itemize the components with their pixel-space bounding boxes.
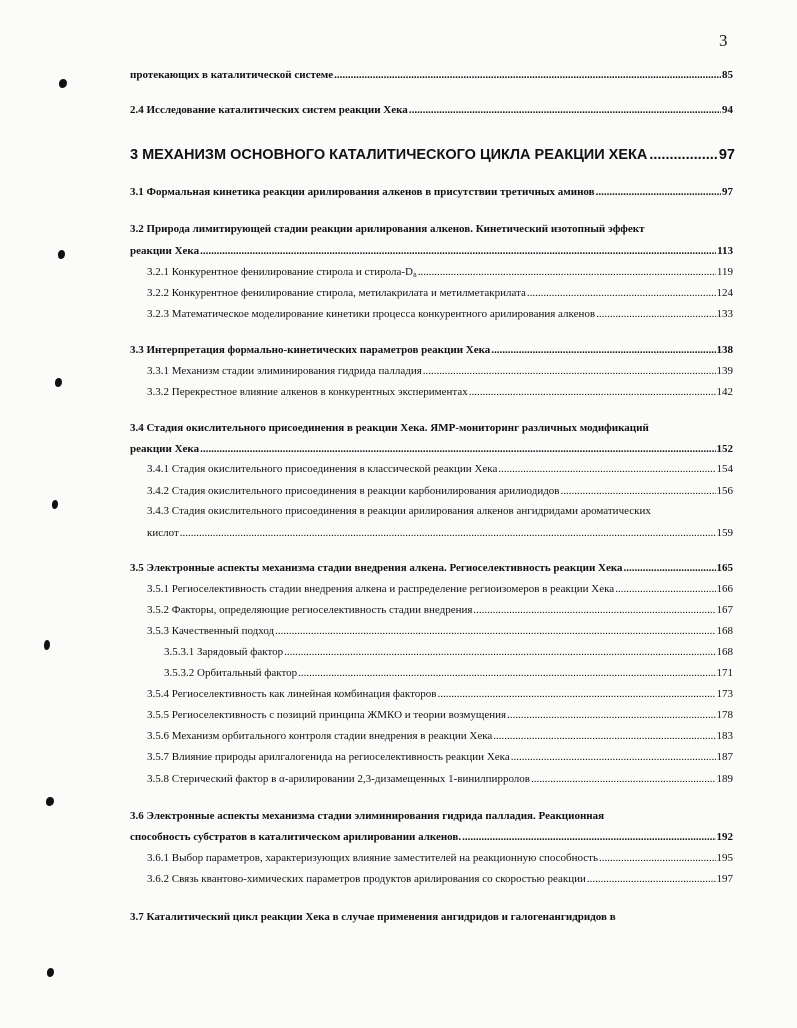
toc-entry-page: 167 xyxy=(716,604,733,616)
dot-leader xyxy=(527,287,716,300)
toc-entry xyxy=(164,667,733,680)
toc-entry-page: 142 xyxy=(716,386,733,398)
toc-entry-title: 3.5.6 Механизм орбитального контроля стадии внедрения в реакции Хека xyxy=(147,730,493,742)
toc-entry xyxy=(147,852,733,865)
toc-entry-title: 3.5.5 Региоселективность с позиций принципа ЖМКО и теории возмущения xyxy=(147,709,507,721)
toc-entry-title: реакции Хека xyxy=(130,245,200,257)
toc-entry xyxy=(130,443,733,456)
toc-entry xyxy=(130,344,733,357)
toc-entry-page: 97 xyxy=(722,186,733,198)
toc-entry-page: 159 xyxy=(716,527,733,539)
page-number: 3 xyxy=(719,31,728,50)
toc-entry-title: реакции Хека xyxy=(130,443,200,455)
toc-entry-title: 3.2.3 Математическое моделирование кинетики процесса конкурентного арилирования алкенов xyxy=(147,308,596,320)
toc-entry xyxy=(164,646,733,659)
dot-leader xyxy=(493,730,715,743)
dot-leader xyxy=(180,527,716,540)
toc-entry xyxy=(147,365,733,378)
toc-entry xyxy=(147,751,733,764)
chapter-title: 3 МЕХАНИЗМ ОСНОВНОГО КАТАЛИТИЧЕСКОГО ЦИКЛА РЕАКЦИИ ХЕКА xyxy=(130,147,648,163)
toc-entry-first-line: 3.2 Природа лимитирующей стадии реакции арилирования алкенов. Кинетический изотопный эффект xyxy=(130,223,645,235)
toc-entry-title: 3.5.4 Региоселективность как линейная комбинация факторов xyxy=(147,688,437,700)
toc-entry-page: 165 xyxy=(716,562,733,574)
dot-leader xyxy=(596,186,721,199)
toc-entry-page: 152 xyxy=(716,443,733,455)
toc-entry-title: 3.5.3.2 Орбитальный фактор xyxy=(164,667,298,679)
toc-entry-title: 3.5.3.1 Зарядовый фактор xyxy=(164,646,284,658)
punch-hole-mark xyxy=(46,797,54,806)
toc-entry-title: 3.3.1 Механизм стадии элиминирования гидрида палладия xyxy=(147,365,422,377)
dot-leader xyxy=(200,245,716,258)
toc-entry xyxy=(130,831,733,844)
toc-entry-title: 3.5.2 Факторы, определяющие региоселективность стадии внедрения xyxy=(147,604,473,616)
toc-entry-first-line: 3.4 Стадия окислительного присоединения в реакции Хека. ЯМР-мониторинг различных модификаций xyxy=(130,422,649,434)
dot-leader xyxy=(498,463,715,476)
dot-leader xyxy=(491,344,715,357)
toc-entry xyxy=(147,604,733,617)
dot-leader xyxy=(423,365,716,378)
toc-entry-page: 168 xyxy=(716,646,733,658)
dot-leader xyxy=(275,625,715,638)
toc-entry-page: 192 xyxy=(716,831,733,843)
toc-entry-page: 197 xyxy=(716,873,733,885)
toc-entry xyxy=(147,625,733,638)
dot-leader xyxy=(437,688,715,701)
punch-hole-mark xyxy=(59,79,67,88)
toc-entry-page: 156 xyxy=(716,485,733,497)
dot-leader xyxy=(561,485,716,498)
toc-entry-page: 183 xyxy=(716,730,733,742)
toc-entry-title: 3.4.1 Стадия окислительного присоединения в классической реакции Хека xyxy=(147,463,498,475)
toc-entry-page: 113 xyxy=(717,245,733,257)
dot-leader xyxy=(507,709,715,722)
toc-entry-page: 195 xyxy=(716,852,733,864)
punch-hole-mark xyxy=(44,640,50,650)
toc-entry-title: 3.1 Формальная кинетика реакции арилирования алкенов в присутствии третичных аминов xyxy=(130,186,595,198)
dot-leader xyxy=(334,69,721,82)
toc-entry-page: 171 xyxy=(716,667,733,679)
punch-hole-mark xyxy=(55,378,62,387)
dot-leader xyxy=(624,562,716,575)
toc-entry-title: 3.2.2 Конкурентное фенилирование стирола, метилакрилата и метилметакрилата xyxy=(147,287,526,299)
dot-leader xyxy=(284,646,715,659)
dot-leader xyxy=(469,386,716,399)
toc-entry xyxy=(147,485,733,498)
toc-entry-title: 3.5.3 Качественный подход xyxy=(147,625,275,637)
toc-entry-title: 3.5.1 Региоселективность стадии внедрения алкена и распределение региоизомеров в реакции Хека xyxy=(147,583,615,595)
toc-entry xyxy=(147,583,733,596)
toc-entry-page: 124 xyxy=(716,287,733,299)
dot-leader xyxy=(418,266,716,279)
toc-entry-first-line: 3.4.3 Стадия окислительного присоединения в реакции арилирования алкенов ангидридами ароматических xyxy=(147,505,651,517)
toc-entry-title: 3.6.2 Связь квантово-химических параметров продуктов арилирования со скоростью реакции xyxy=(147,873,586,885)
toc-entry-title: 3.5 Электронные аспекты механизма стадии внедрения алкена. Региоселективность реакции Хека xyxy=(130,562,623,574)
punch-hole-mark xyxy=(58,250,65,259)
dot-leader xyxy=(599,852,716,865)
toc-entry xyxy=(147,527,733,540)
toc-entry xyxy=(130,104,733,117)
toc-entry-title: 3.4.2 Стадия окислительного присоединения в реакции карбонилирования арилиодидов xyxy=(147,485,560,497)
toc-entry xyxy=(147,730,733,743)
toc-entry-title: 2.4 Исследование каталитических систем реакции Хека xyxy=(130,104,408,116)
toc-entry xyxy=(147,688,733,701)
dot-leader xyxy=(649,147,717,163)
toc-entry xyxy=(147,287,733,300)
toc-entry-page: 187 xyxy=(716,751,733,763)
toc-entry xyxy=(130,245,733,258)
toc-entry-page: 189 xyxy=(716,773,733,785)
toc-entry-page: 154 xyxy=(716,463,733,475)
toc-entry-first-line: 3.7 Каталитический цикл реакции Хека в случае применения ангидридов и галогенангидридов в xyxy=(130,911,616,923)
punch-hole-mark xyxy=(52,500,58,509)
dot-leader xyxy=(511,751,716,764)
toc-entry-title: 3.3 Интерпретация формально-кинетических параметров реакции Хека xyxy=(130,344,491,356)
toc-entry xyxy=(147,773,733,786)
toc-entry xyxy=(147,709,733,722)
dot-leader xyxy=(409,104,721,117)
dot-leader xyxy=(462,831,715,844)
toc-entry-title: способность субстратов в каталитическом арилировании алкенов. xyxy=(130,831,462,843)
dot-leader xyxy=(615,583,715,596)
toc-entry xyxy=(130,562,733,575)
toc-entry xyxy=(147,873,733,886)
dot-leader xyxy=(298,667,715,680)
toc-entry-title: 3.3.2 Перекрестное влияние алкенов в конкурентных экспериментах xyxy=(147,386,468,398)
toc-entry-page: 173 xyxy=(716,688,733,700)
chapter-page: 97 xyxy=(718,147,735,163)
dot-leader xyxy=(596,308,715,321)
toc-entry-title: 3.5.8 Стерический фактор в α-арилировании 2,3-дизамещенных 1-винилпирролов xyxy=(147,773,530,785)
toc-entry-title: 3.6.1 Выбор параметров, характеризующих влияние заместителей на реакционную способность xyxy=(147,852,598,864)
chapter-heading xyxy=(130,147,735,163)
toc-entry-page: 133 xyxy=(716,308,733,320)
toc-entry-title: 3.5.7 Влияние природы арилгалогенида на региоселективность реакции Хека xyxy=(147,751,510,763)
toc-entry xyxy=(147,463,733,476)
toc-entry-first-line: 3.6 Электронные аспекты механизма стадии элиминирования гидрида палладия. Реакционная xyxy=(130,810,605,822)
toc-entry-page: 139 xyxy=(716,365,733,377)
dot-leader xyxy=(531,773,716,786)
toc-entry-page: 119 xyxy=(716,266,733,278)
toc-entry-page: 85 xyxy=(722,69,733,81)
toc-entry xyxy=(130,186,733,199)
punch-hole-mark xyxy=(47,968,54,977)
toc-entry-page: 94 xyxy=(722,104,733,116)
toc-entry xyxy=(130,69,733,82)
toc-entry xyxy=(147,308,733,321)
toc-entry-title: 3.2.1 Конкурентное фенилирование стирола и стирола-D₈ xyxy=(147,266,417,278)
toc-entry-title: протекающих в каталитической системе xyxy=(130,69,334,81)
toc-entry-title: кислот xyxy=(147,527,179,539)
toc-entry xyxy=(147,266,733,279)
toc-entry-page: 166 xyxy=(716,583,733,595)
toc-entry-page: 168 xyxy=(716,625,733,637)
toc-entry xyxy=(147,386,733,399)
dot-leader xyxy=(587,873,716,886)
dot-leader xyxy=(473,604,715,617)
toc-entry-page: 178 xyxy=(716,709,733,721)
toc-entry-page: 138 xyxy=(716,344,733,356)
dot-leader xyxy=(200,443,715,456)
